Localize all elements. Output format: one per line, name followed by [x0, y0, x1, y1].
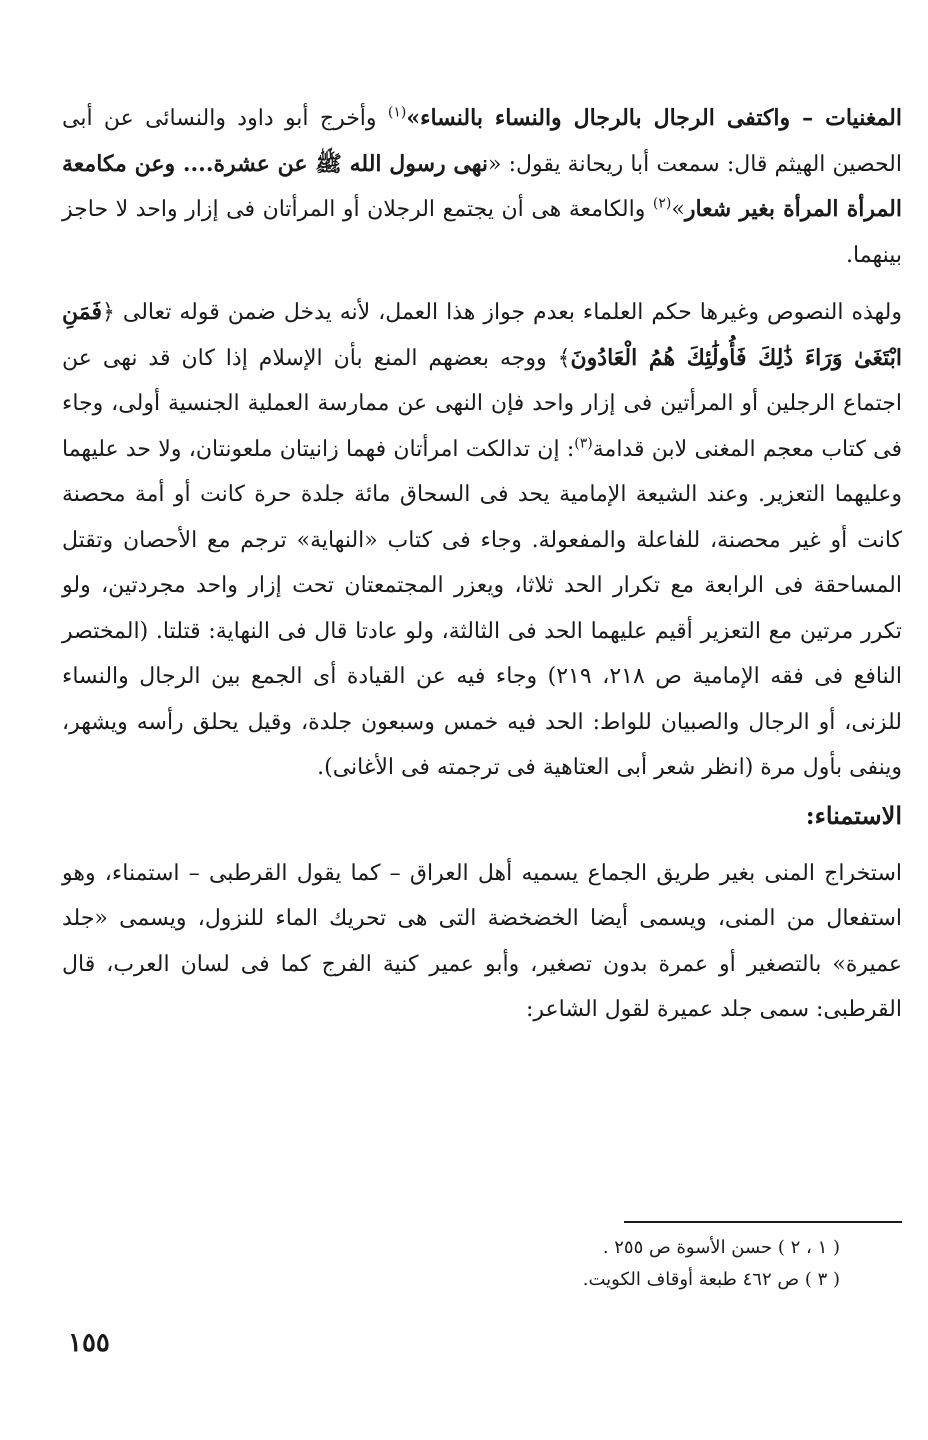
footnote-divider	[624, 1221, 902, 1223]
bold-text: المغنيات – واكتفى الرجال بالرجال والنساء بالنساء»	[406, 105, 902, 131]
footnote-ref: (٣)	[574, 435, 593, 452]
quran-verse: فَمَنِ ابْتَغَىٰ وَرَاءَ ذَٰلِكَ فَأُولَٰئِكَ هُمُ الْعَادُونَ	[62, 299, 902, 371]
section-heading: الاستمناء:	[805, 800, 902, 830]
paragraph-1	[62, 96, 902, 278]
footnote-2: ( ٣ ) ص ٤٦٢ طبعة أوقاف الكويت.	[582, 1269, 840, 1290]
paragraph-text: : إن تدالكت امرأتان فهما زانيتان ملعونتان، ولا حد عليهما وعليهما التعزير. وعند الشيعة الإمامية يحد فى السحاق مائة جلدة حرة كانت أو أمة محصنة كانت أو غير محصنة، للفاعلة والمفعولة. وجاء فى كتاب «النهاية» ترجم مع الأحصان وتقتل المساحقة فى الرابعة مع تكرار الحد ثلاثا، ويعزر المجتمعتان تحت إزار واحد مجردتين، ولو تكرر مرتين مع التعزير أقيم عليهما الحد فى الثالثة، ولو عادتا قال فى النهاية: قتلتا. (المختصر النافع فى فقه الإمامية ص ٢١٨، ٢١٩) وجاء فيه عن القيادة أى الجمع بين الرجال والنساء للزنى، أو الرجال والصبيان للواط: الحد فيه خمس وسبعون جلدة، وقيل يحلق رأسه ويشهر، وينفى بأول مرة (انظر شعر أبى العتاهية فى ترجمته فى الأغانى).	[62, 436, 902, 780]
paragraph-text: وأخرج أبو داود والنسائى عن أبى الحصين الهيثم قال: سمعت أبا ريحانة يقول: «	[62, 106, 902, 177]
paragraph-text: ﴾ ووجه بعضهم المنع بأن الإسلام إذا كان قد نهى عن اجتماع الرجلين أو المرأتين فى إزار واحد فإن النهى عن ممارسة العملية الجنسية أولى، وجاء فى كتاب معجم المغنى لابن قدامة	[62, 345, 903, 462]
page-body	[62, 96, 902, 1033]
paragraph-text: ولهذه النصوص وغيرها حكم العلماء بعدم جواز هذا العمل، لأنه يدخل ضمن قوله تعالى ﴿	[101, 300, 902, 325]
paragraph-text: والكامعة هى أن يجتمع الرجلان أو المرأتان فى إزار واحد لا حاجز بينهما.	[62, 197, 902, 268]
paragraph-2	[62, 290, 902, 791]
page-number: ١٥٥	[68, 1328, 110, 1358]
bold-text: نهى رسول الله ﷺ عن عشرة.... وعن مكامعة المرأة المرأة بغير شعار	[62, 150, 903, 222]
footnotes	[300, 1232, 840, 1296]
paragraph-3: استخراج المنى بغير طريق الجماع يسميه أهل العراق – كما يقول القرطبى – استمناء، وهو استفعال من المنى، ويسمى أيضا الخضخضة التى هى تحريك الماء للنزول، ويسمى «جلد عميرة» بالتصغير أو عمرة بدون تصغير، وأبو عمير كنية الفرج كما فى لسان العرب، قال القرطبى: سمى جلد عميرة لقول الشاعر:	[62, 860, 902, 1022]
footnote-ref: (١)	[387, 104, 407, 121]
footnote-1: ( ١ ، ٢ ) حسن الأسوة ص ٢٥٥ .	[602, 1237, 840, 1258]
footnote-ref: (٢)	[652, 195, 672, 212]
paragraph-text: »	[671, 197, 685, 222]
